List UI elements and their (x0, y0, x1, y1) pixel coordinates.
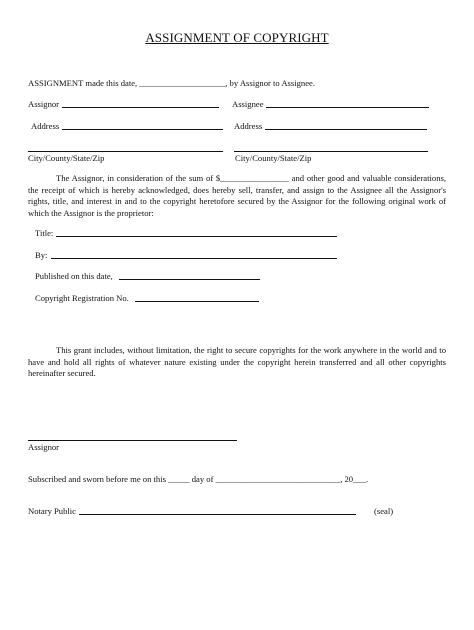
assignee-address-line[interactable] (265, 129, 427, 130)
registration-number-line[interactable] (135, 301, 259, 302)
assignor-field-label: Assignor (28, 99, 60, 109)
assignor-signature-label: Assignor (28, 442, 60, 452)
work-title-line[interactable] (56, 236, 337, 237)
assignee-field-label: Assignee (232, 99, 264, 109)
work-title-label: Title: (35, 228, 56, 238)
assignor-address-line[interactable] (62, 129, 223, 130)
assignor-address-label: Address (31, 121, 60, 131)
notary-sworn-line: Subscribed and sworn before me on this _____ day of _____________________________, 20___. (28, 474, 369, 484)
assignee-address-label: Address (234, 121, 263, 131)
assignee-city-line[interactable] (234, 151, 428, 152)
assignor-name-line[interactable] (62, 107, 219, 108)
notary-signature-line[interactable] (79, 514, 356, 515)
assignee-city-label: City/County/State/Zip (235, 153, 312, 163)
consideration-paragraph: The Assignor, in consideration of the sum of $________________ and other good and valuable considerations, the receipt of which is hereby acknowledged, does hereby sell, transfer, and assign to the Assignee all the Assignor's rights, title, and interest in and to the copyright heretofore secured by the Assignor for the following original work of which the Assignor is the proprietor: (28, 173, 446, 218)
notary-seal-label: (seal) (374, 506, 394, 516)
published-date-label: Published on this date, (35, 271, 115, 281)
assignor-city-line[interactable] (28, 151, 223, 152)
grant-paragraph: This grant includes, without limitation, the right to secure copyrights for the work anywhere in the world and to have and hold all rights of whatever nature existing under the copyright herein transferred and all other copyrights hereinafter secured. (28, 345, 446, 379)
notary-public-label: Notary Public (28, 506, 76, 516)
assignment-date-line: ASSIGNMENT made this date, ____________________, by Assignor to Assignee. (28, 78, 316, 88)
assignor-signature-line[interactable] (28, 440, 237, 441)
published-date-line[interactable] (119, 279, 260, 280)
work-author-line[interactable] (51, 258, 337, 259)
registration-number-label: Copyright Registration No. (35, 293, 131, 303)
document-title: ASSIGNMENT OF COPYRIGHT (145, 30, 329, 45)
assignee-name-line[interactable] (266, 107, 429, 108)
assignor-city-label: City/County/State/Zip (28, 153, 105, 163)
work-author-label: By: (35, 250, 50, 260)
